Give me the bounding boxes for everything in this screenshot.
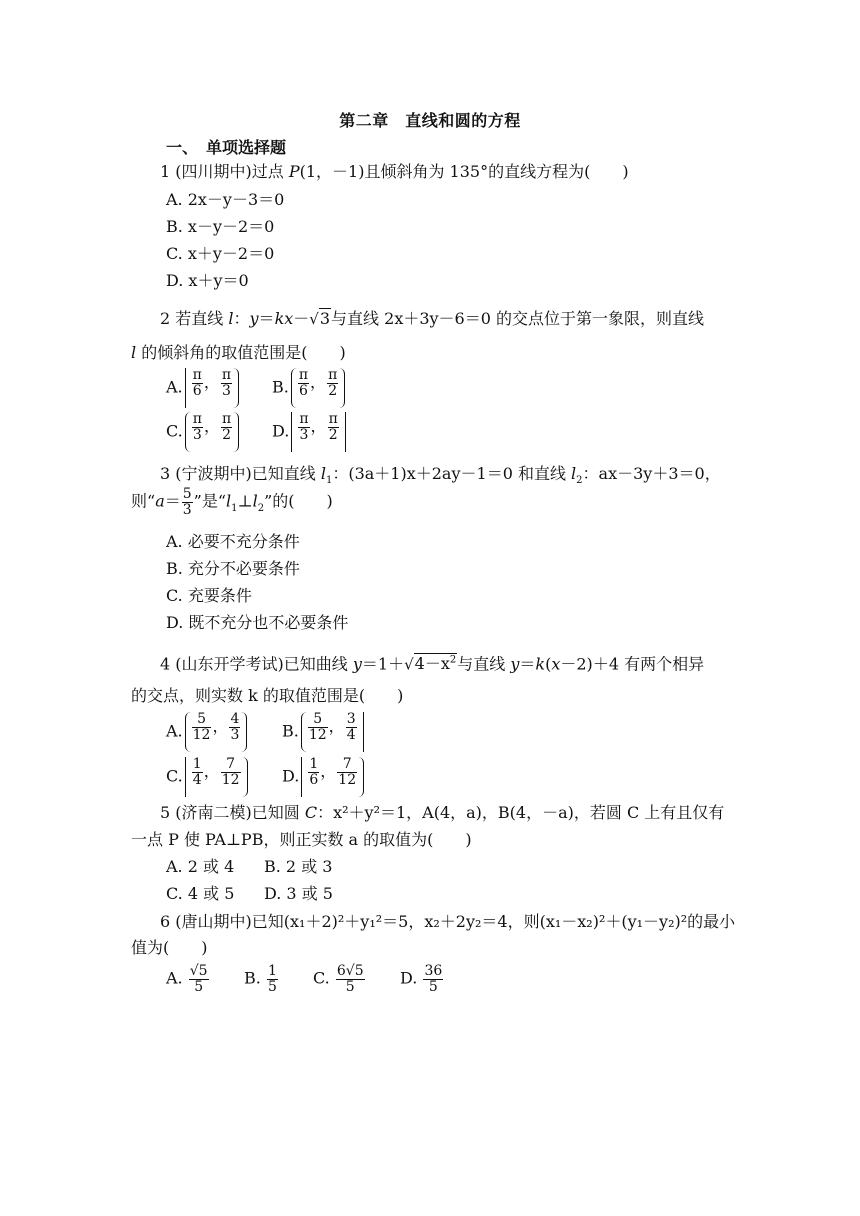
q3-option-d: D. 既不充分也不必要条件 [166,613,349,632]
question-2-line2: l 的倾斜角的取值范围是( ) [131,343,346,362]
page-title: 第二章 直线和圆的方程 [339,111,521,130]
q5-option-d: D. 3 或 5 [264,884,333,903]
q6-option-d: D. $\frac{36}{5}$ [400,963,443,995]
q2-option-c: C. $\frac{\pi}{3}$ ， $\frac{\pi}{2}$ [166,412,239,452]
q5-option-c: C. 4 或 5 [166,884,235,903]
q6-option-c: C. $\frac{6√5}{5}$ [313,963,364,995]
q6-option-b: B. $\frac{1}{5}$ [244,963,277,995]
q5-option-a: A. 2 或 4 [166,857,235,876]
question-3-line2: 则“a＝ $\frac{5}{3}$ ”是“$l_1\perp l_2$”的( ) [131,486,333,518]
q1-option-a: A. 2x－y－3＝0 [166,190,285,209]
question-5-stem: 5 (济南二模)已知圆 C：x²＋y²＝1，A(4，a)，B(4，－a)，若圆 C 上有且仅有 [160,803,725,822]
q4-option-a: A. $\frac{5}{12}$ ， $\frac{4}{3}$ [166,712,247,752]
q2-option-b: B. $\frac{\pi}{6}$ ， $\frac{\pi}{2}$ [272,368,345,408]
q4-option-d: D. $\frac{1}{6}$ ， $\frac{7}{12}$ [282,757,364,797]
question-2-stem: 2 若直线 l：y＝kx－√3与直线 2x＋3y－6＝0 的交点位于第一象限，则直线 [160,309,705,328]
q5-option-b: B. 2 或 3 [264,857,333,876]
q3-option-b: B. 充分不必要条件 [166,559,300,578]
q2-option-a: A. $\frac{\pi}{6}$ ， $\frac{\pi}{3}$ [166,368,239,408]
question-6-stem: 6 (唐山期中)已知(x₁＋2)²＋y₁²＝5，x₂＋2y₂＝4，则(x₁－x₂)²＋(y₁－y₂)²的最小 [160,912,736,931]
q3-option-a: A. 必要不充分条件 [166,532,300,551]
q4-option-c: C. $\frac{1}{4}$ ， $\frac{7}{12}$ [166,757,248,797]
question-4-line2: 的交点，则实数 k 的取值范围是( ) [131,686,404,705]
question-1-stem: 1 (四川期中)过点 P(1，－1)且倾斜角为 135°的直线方程为( ) [160,162,629,181]
q3-option-c: C. 充要条件 [166,586,252,605]
q6-option-a: A. $\frac{√5}{5}$ [166,963,208,995]
q4-option-b: B. $\frac{5}{12}$ ， $\frac{3}{4}$ [282,712,364,752]
question-6-line2: 值为( ) [131,938,208,957]
q2-option-d: D. $\frac{\pi}{3}$ ， $\frac{\pi}{2}$ [272,412,346,452]
q1-option-b: B. x－y－2＝0 [166,217,275,236]
q1-option-c: C. x＋y－2＝0 [166,244,275,263]
q1-option-d: D. x＋y＝0 [166,271,249,290]
section-heading: 一、 单项选择题 [166,138,287,157]
question-4-stem: 4 (山东开学考试)已知曲线 $y=1+√4-x^2$与直线 y＝k(x－2)＋4 有两个相异 [160,654,705,674]
question-3-stem: 3 (宁波期中)已知直线 $l_1$：(3a＋1)x＋2ay－1＝0 和直线 $l_2$：ax－3y＋3＝0， [160,464,721,487]
question-5-line2: 一点 P 使 PA⊥PB，则正实数 a 的取值为( ) [131,830,472,849]
